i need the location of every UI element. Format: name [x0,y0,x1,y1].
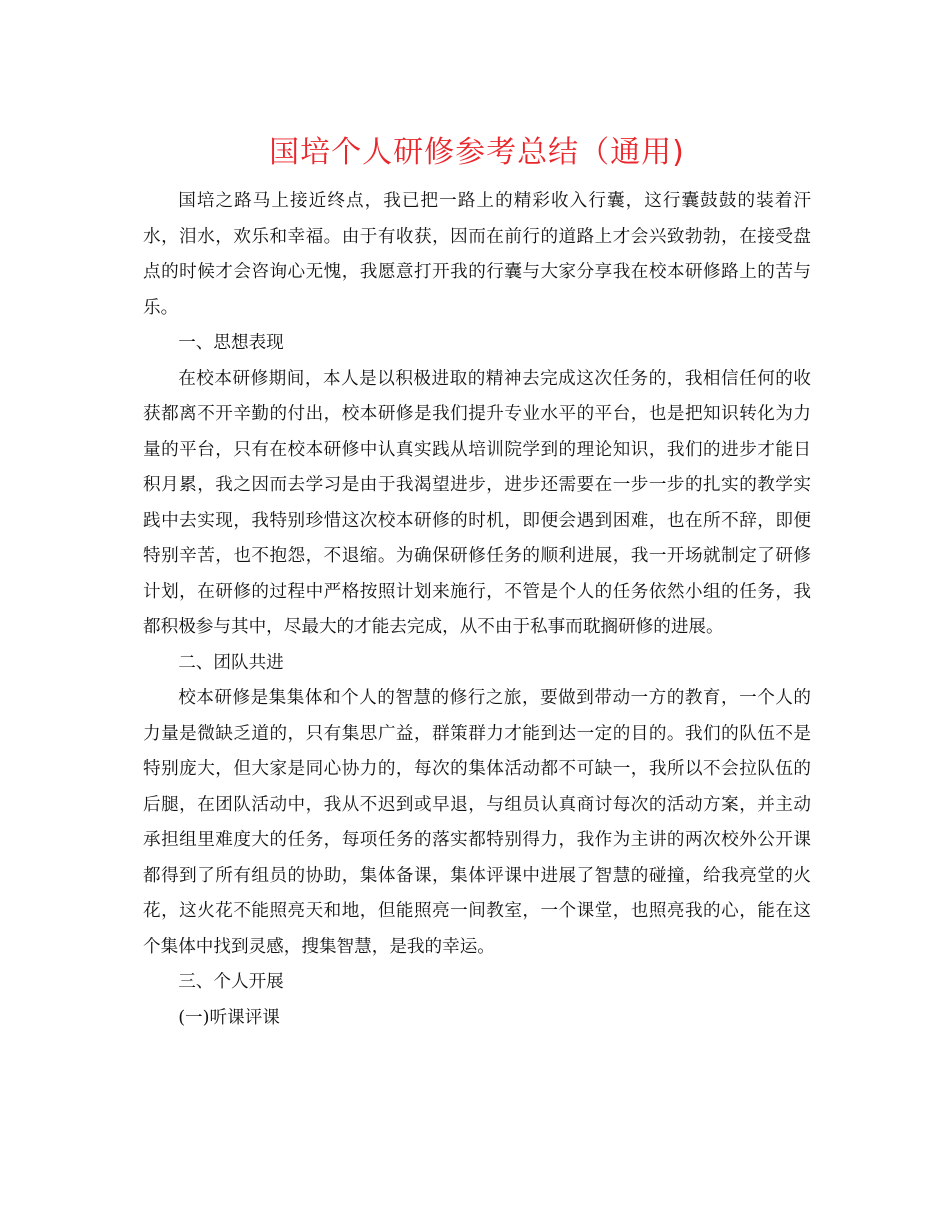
thought-paragraph: 在校本研修期间，本人是以积极进取的精神去完成这次任务的，我相信任何的收获都离不开辛勤的付出，校本研修是我们提升专业水平的平台，也是把知识转化为力量的平台，只有在校本研修中认真实践从培训院学到的理论知识，我们的进步才能日积月累，我之因而去学习是由于我渴望进步，进步还需要在一步一步的扎实的教学实践中去实现，我特别珍惜这次校本研修的时机，即便会遇到困难，也在所不辞，即便特别辛苦，也不抱怨，不退缩。为确保研修任务的顺利进展，我一开场就制定了研修计划，在研修的过程中严格按照计划来施行，不管是个人的任务依然小组的任务，我都积极参与其中，尽最大的才能去完成，从不由于私事而耽搁研修的进展。 [143,368,811,637]
document-page [143,128,811,1036]
intro-paragraph: 国培之路马上接近终点，我已把一路上的精彩收入行囊，这行囊鼓鼓的装着汗水，泪水，欢乐和幸福。由于有收获，因而在前行的道路上才会兴致勃勃，在接受盘点的时候才会咨询心无愧，我愿意打开我的行囊与大家分享我在校本研修路上的苦与乐。 [143,191,811,318]
section-heading-team: 二、团队共进 [178,652,284,673]
team-paragraph: 校本研修是集集体和个人的智慧的修行之旅，要做到带动一方的教育，一个人的力量是微缺乏道的，只有集思广益，群策群力才能到达一定的目的。我们的队伍不是特别庞大，但大家是同心协力的，每次的集体活动都不可缺一，我所以不会拉队伍的后腿，在团队活动中，我从不迟到或早退，与组员认真商讨每次的活动方案，并主动承担组里难度大的任务，每项任务的落实都特别得力，我作为主讲的两次校外公开课都得到了所有组员的协助，集体备课，集体评课中进展了智慧的碰撞，给我亮堂的火花，这火花不能照亮天和地，但能照亮一间教室，一个课堂，也照亮我的心，能在这个集体中找到灵感，搜集智慧，是我的幸运。 [143,688,811,957]
subsection-heading-lectures: (一)听课评课 [178,1007,280,1028]
document-title: 国培个人研修参考总结（通用) [269,135,685,170]
section-heading-thought: 一、思想表现 [178,333,284,353]
section-heading-personal: 三、个人开展 [178,972,284,992]
